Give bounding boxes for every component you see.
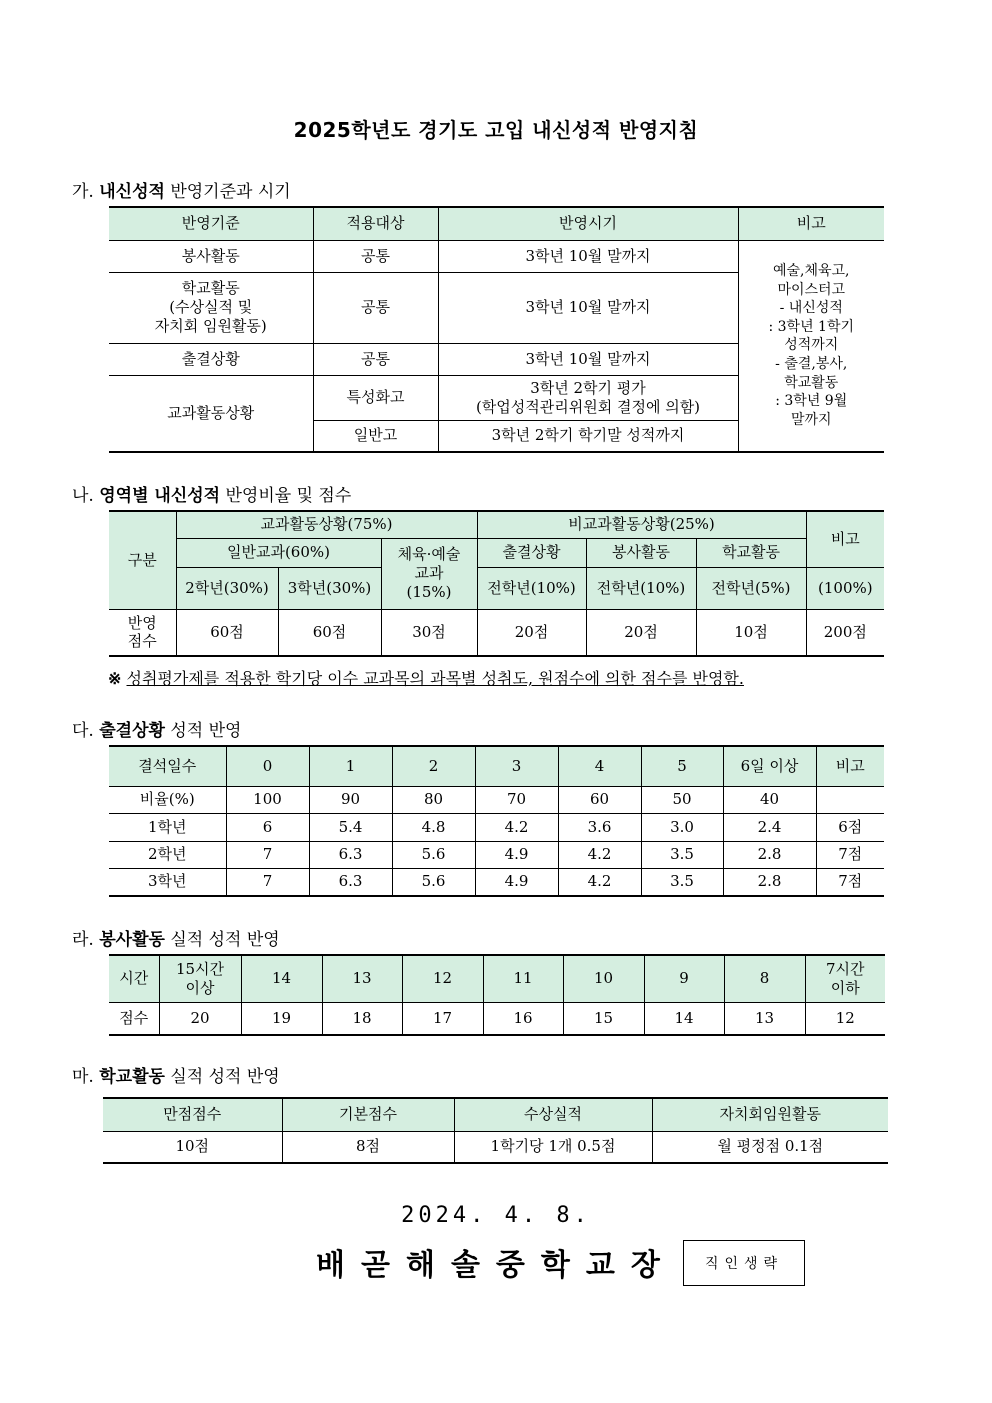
header-cell: 결석일수 <box>109 746 226 786</box>
header-cell: 6일 이상 <box>723 746 816 786</box>
section-ma-heading <box>72 1062 280 1087</box>
timing-cell: 3학년 2학기 학기말 성적까지 <box>438 420 738 452</box>
grade2-header: 2학년(30%) <box>176 567 278 609</box>
hours-cell: 13 <box>322 955 402 1002</box>
all-grade-header: 전학년(10%) <box>477 567 586 609</box>
header-cell: 만점점수 <box>103 1098 282 1131</box>
table-row <box>109 786 884 813</box>
value-cell: 4.2 <box>558 841 641 868</box>
value-cell: 4.2 <box>558 868 641 896</box>
value-cell: 6.3 <box>309 868 392 896</box>
value-cell: 2.8 <box>723 868 816 896</box>
value-cell: 80 <box>392 786 475 813</box>
note-mark: ※ <box>108 669 122 688</box>
score-cell: 12 <box>805 1002 885 1035</box>
score-cell: 16 <box>483 1002 563 1035</box>
table-row <box>109 841 884 868</box>
timing-cell: 3학년 2학기 평가 (학업성적관리위원회 결정에 의함) <box>438 375 738 420</box>
section-marker: 다. <box>72 721 94 741</box>
hours-cell: 7시간 이하 <box>805 955 885 1002</box>
section-ga-heading <box>72 177 291 202</box>
score-cell: 18 <box>322 1002 402 1035</box>
header-cell: 1 <box>309 746 392 786</box>
section-title-rest: 실적 성적 반영 <box>164 930 280 950</box>
header-cell: 자치회임원활동 <box>652 1098 888 1131</box>
row-label-cell: 비율(%) <box>109 786 226 813</box>
timing-cell: 3학년 10월 말까지 <box>438 272 738 343</box>
noncurricular-header: 비교과활동상황(25%) <box>477 511 806 538</box>
target-cell: 일반고 <box>313 420 438 452</box>
hours-cell: 15시간 이상 <box>159 955 241 1002</box>
value-cell: 7점 <box>816 868 884 896</box>
value-cell: 3.0 <box>641 813 723 841</box>
value-cell: 100 <box>226 786 309 813</box>
value-cell: 4.9 <box>475 841 558 868</box>
section-na-heading <box>72 481 351 506</box>
hours-cell: 12 <box>402 955 483 1002</box>
criterion-cell: 봉사활동 <box>109 240 313 272</box>
header-cell: 2 <box>392 746 475 786</box>
score-cell: 200점 <box>806 609 884 656</box>
table-row <box>103 1131 888 1163</box>
general-subject-header: 일반교과(60%) <box>176 538 381 567</box>
value-cell: 4.8 <box>392 813 475 841</box>
score-cell: 14 <box>644 1002 724 1035</box>
section-title-bold: 영역별 내신성적 <box>99 486 221 506</box>
score-cell: 19 <box>241 1002 322 1035</box>
score-cell: 20점 <box>477 609 586 656</box>
seal-box: 직인생략 <box>683 1240 805 1286</box>
section-title-rest: 실적 성적 반영 <box>164 1067 280 1087</box>
value-cell: 6점 <box>816 813 884 841</box>
value-cell: 7점 <box>816 841 884 868</box>
volunteer-header: 봉사활동 <box>586 538 696 567</box>
target-cell: 공통 <box>313 272 438 343</box>
school-activity-table <box>103 1097 888 1164</box>
value-cell: 3.5 <box>641 868 723 896</box>
value-cell: 2.4 <box>723 813 816 841</box>
value-cell: 8점 <box>282 1131 454 1163</box>
header-cell: 기본점수 <box>282 1098 454 1131</box>
arts-header: 체육·예술 교과 (15%) <box>381 538 477 609</box>
value-cell: 5.6 <box>392 868 475 896</box>
issue-date: 2024. 4. 8. <box>401 1203 591 1228</box>
gubun-cell: 구분 <box>109 511 176 609</box>
section-title-bold: 내신성적 <box>99 182 165 202</box>
value-cell: 5.4 <box>309 813 392 841</box>
total-percent-header: (100%) <box>806 567 884 609</box>
criterion-cell: 출결상황 <box>109 343 313 375</box>
score-cell: 20 <box>159 1002 241 1035</box>
row-label-cell: 1학년 <box>109 813 226 841</box>
section-marker: 나. <box>72 486 94 506</box>
value-cell: 10점 <box>103 1131 282 1163</box>
score-cell: 13 <box>724 1002 805 1035</box>
remark-header: 비고 <box>806 511 884 567</box>
all-grade-header: 전학년(10%) <box>586 567 696 609</box>
value-cell: 7 <box>226 841 309 868</box>
header-cell: 반영시기 <box>438 207 738 240</box>
hours-label-cell: 시간 <box>109 955 159 1002</box>
section-title-bold: 봉사활동 <box>99 930 165 950</box>
header-cell: 비고 <box>816 746 884 786</box>
school-activity-header: 학교활동 <box>696 538 806 567</box>
header-cell: 4 <box>558 746 641 786</box>
footnote <box>108 666 744 689</box>
section-ra-heading <box>72 925 280 950</box>
ratio-table <box>109 510 884 657</box>
table-row <box>109 609 884 656</box>
curricular-header: 교과활동상황(75%) <box>176 511 477 538</box>
value-cell: 2.8 <box>723 841 816 868</box>
value-cell: 4.2 <box>475 813 558 841</box>
header-cell: 적용대상 <box>313 207 438 240</box>
timing-cell: 3학년 10월 말까지 <box>438 343 738 375</box>
header-cell: 반영기준 <box>109 207 313 240</box>
score-cell: 17 <box>402 1002 483 1035</box>
value-cell: 5.6 <box>392 841 475 868</box>
section-title-rest: 반영비율 및 점수 <box>220 486 352 506</box>
header-cell: 3 <box>475 746 558 786</box>
hours-cell: 10 <box>563 955 644 1002</box>
section-title-rest: 반영기준과 시기 <box>164 182 291 202</box>
value-cell: 3.5 <box>641 841 723 868</box>
volunteer-table <box>109 954 885 1036</box>
value-cell: 3.6 <box>558 813 641 841</box>
header-cell: 0 <box>226 746 309 786</box>
score-cell: 60점 <box>278 609 381 656</box>
score-cell: 10점 <box>696 609 806 656</box>
criterion-cell: 학교활동 (수상실적 및 자치회 임원활동) <box>109 272 313 343</box>
all-grade-header: 전학년(5%) <box>696 567 806 609</box>
hours-cell: 9 <box>644 955 724 1002</box>
section-marker: 라. <box>72 930 94 950</box>
score-label-cell: 점수 <box>109 1002 159 1035</box>
remark-cell: 예술,체육고, 마이스터고 - 내신성적 : 3학년 1학기 성적까지 - 출결,봉사, 학교활동 : 3학년 9월 말까지 <box>738 240 884 452</box>
score-cell: 20점 <box>586 609 696 656</box>
value-cell: 60 <box>558 786 641 813</box>
hours-cell: 8 <box>724 955 805 1002</box>
score-cell: 15 <box>563 1002 644 1035</box>
header-cell: 수상실적 <box>454 1098 652 1131</box>
value-cell: 6.3 <box>309 841 392 868</box>
row-label-cell: 2학년 <box>109 841 226 868</box>
value-cell: 4.9 <box>475 868 558 896</box>
score-cell: 30점 <box>381 609 477 656</box>
table-row <box>109 813 884 841</box>
criteria-table <box>109 206 884 453</box>
value-cell: 1학기당 1개 0.5점 <box>454 1131 652 1163</box>
value-cell: 6 <box>226 813 309 841</box>
score-cell: 60점 <box>176 609 278 656</box>
table-row <box>109 240 884 272</box>
attendance-table <box>109 745 884 897</box>
header-cell: 비고 <box>738 207 884 240</box>
hours-cell: 11 <box>483 955 563 1002</box>
criterion-cell: 교과활동상황 <box>109 375 313 452</box>
value-cell <box>816 786 884 813</box>
value-cell: 40 <box>723 786 816 813</box>
target-cell: 특성화고 <box>313 375 438 420</box>
header-cell: 5 <box>641 746 723 786</box>
section-da-heading <box>72 716 241 741</box>
attendance-header: 출결상황 <box>477 538 586 567</box>
target-cell: 공통 <box>313 240 438 272</box>
section-title-rest: 성적 반영 <box>164 721 242 741</box>
section-marker: 마. <box>72 1067 94 1087</box>
value-cell: 50 <box>641 786 723 813</box>
table-row <box>109 955 885 1002</box>
row-label-cell: 3학년 <box>109 868 226 896</box>
table-row <box>109 1002 885 1035</box>
section-marker: 가. <box>72 182 94 202</box>
note-text: 성취평가제를 적용한 학기당 이수 교과목의 과목별 성취도, 원점수에 의한 점수를 반영함. <box>126 669 744 688</box>
value-cell: 70 <box>475 786 558 813</box>
section-title-bold: 학교활동 <box>99 1067 165 1087</box>
value-cell: 월 평정점 0.1점 <box>652 1131 888 1163</box>
value-cell: 7 <box>226 868 309 896</box>
table-row <box>109 868 884 896</box>
target-cell: 공통 <box>313 343 438 375</box>
page-title: 2025학년도 경기도 고입 내신성적 반영지침 <box>293 118 699 142</box>
value-cell: 90 <box>309 786 392 813</box>
hours-cell: 14 <box>241 955 322 1002</box>
score-label-cell: 반영 점수 <box>109 609 176 656</box>
school-name: 배곧해솔중학교장 <box>316 1248 676 1283</box>
section-title-bold: 출결상황 <box>99 721 165 741</box>
grade3-header: 3학년(30%) <box>278 567 381 609</box>
timing-cell: 3학년 10월 말까지 <box>438 240 738 272</box>
